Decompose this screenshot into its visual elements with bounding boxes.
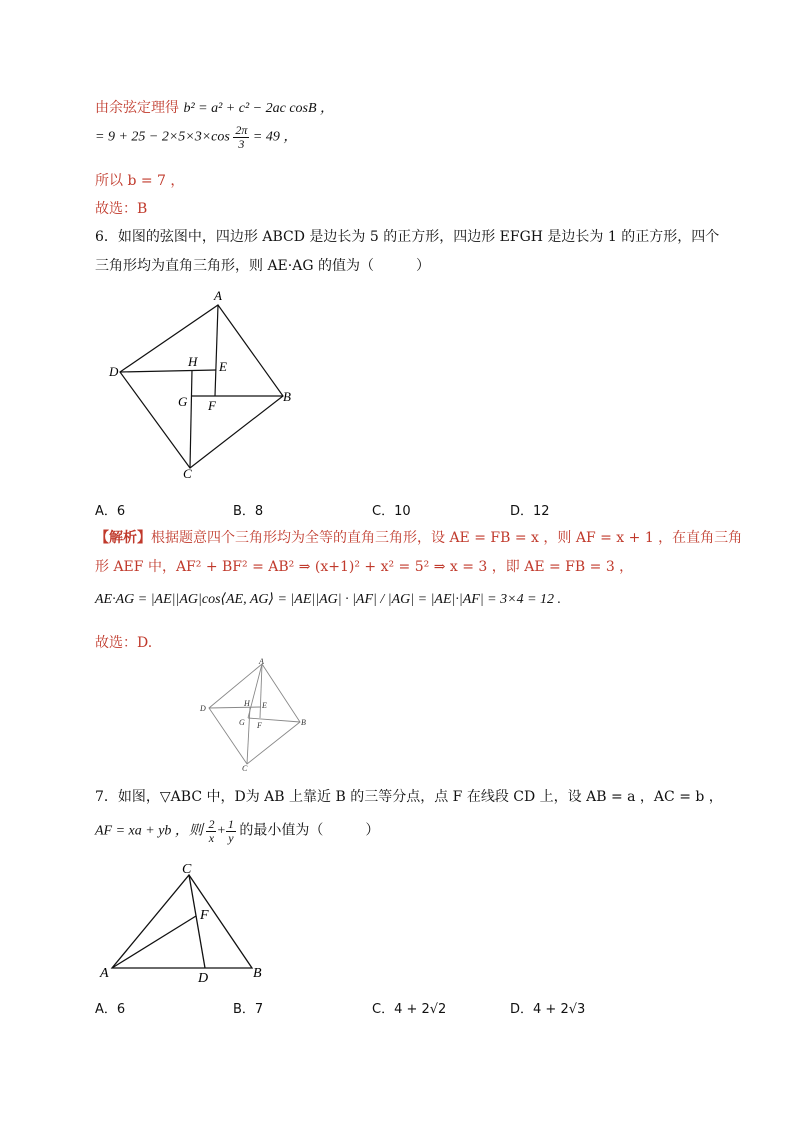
square-abcd-small xyxy=(209,664,300,764)
q7-formula: AF = xa + yb ，则 xyxy=(95,823,203,839)
label-B: B xyxy=(283,389,291,404)
label-D-small: D xyxy=(200,704,206,713)
solution-line-compute xyxy=(95,124,297,151)
answer-prev: 故选：B xyxy=(95,201,148,217)
label-G-small: G xyxy=(239,718,245,727)
q7-option-b: B．7 xyxy=(233,1002,264,1017)
label-A-small: A xyxy=(259,658,264,666)
q7-stem-suffix: 的最小值为（ ） xyxy=(239,823,380,839)
triangle-abc xyxy=(112,875,252,968)
segment-de xyxy=(120,370,216,372)
q7-option-a: A．6 xyxy=(95,1002,126,1017)
solution-line-result: 所以 b = 7 ， xyxy=(95,173,185,189)
q6-analysis-line1 xyxy=(95,527,742,547)
square-abcd xyxy=(120,305,283,468)
label-G: G xyxy=(178,394,188,409)
analysis-text: 根据题意四个三角形均为全等的直角三角形，设 AE = FB = x ，则 AF = x + 1 ，在直角三角 xyxy=(151,530,743,546)
label-C: C xyxy=(183,466,192,481)
label-H-small: H xyxy=(244,699,250,708)
label-F-small: F xyxy=(257,721,262,730)
label-F: F xyxy=(200,908,209,923)
label-A: A xyxy=(214,288,222,303)
analysis-tag: 【解析】 xyxy=(95,530,151,546)
label-F: F xyxy=(208,398,216,413)
solution-line-cosine-law xyxy=(95,97,334,117)
segment-bg-small xyxy=(248,718,300,722)
q6-answer: 故选：D. xyxy=(95,635,153,651)
solution-text: 由余弦定理得 xyxy=(95,100,179,116)
fraction-denominator: 3 xyxy=(238,137,245,151)
solution-formula: = 9 + 25 − 2×5×3×cos xyxy=(95,129,230,145)
fraction-2-over-x xyxy=(206,818,216,845)
segment-af xyxy=(112,916,196,968)
fraction-denominator: y xyxy=(228,831,234,845)
q6-option-c: C．10 xyxy=(372,504,411,519)
fraction-denominator: x xyxy=(208,831,215,845)
q6-analysis-line2: 形 AEF 中，AF² + BF² = AB² ⇒ (x+1)² + x² = 5² ⇒ x = 3 ，即 AE = FB = 3 ， xyxy=(95,559,634,575)
q6-stem-line2: 三角形均为直角三角形，则 AE·AG 的值为（ ） xyxy=(95,258,430,274)
label-E-small: E xyxy=(262,701,267,710)
q7-stem-line2: AF = xa + yb ，则 $\frac{2}{x}$ + $\frac{1}{y}$ 的最小值为（ ） xyxy=(95,817,380,845)
solution-formula: = 49 ， xyxy=(252,129,298,145)
segment-af xyxy=(215,305,218,396)
q6-solution-diagram xyxy=(196,658,314,772)
fraction-2pi-3 xyxy=(233,124,249,151)
q6-option-d: D．12 xyxy=(510,504,550,519)
fraction-1-over-y xyxy=(226,818,236,845)
label-A: A xyxy=(100,966,109,981)
q6-stem-line1: 6．如图的弦图中，四边形 ABCD 是边长为 5 的正方形，四边形 EFGH 是边长为 1 的正方形，四个 xyxy=(95,229,720,245)
label-D: D xyxy=(109,364,119,379)
fraction-numerator: 2π xyxy=(235,123,248,137)
label-B: B xyxy=(253,966,262,981)
q6-pinwheel-diagram xyxy=(100,282,310,482)
q6-option-a: A．6 xyxy=(95,504,126,519)
q7-option-c: C．4 + 2√2 xyxy=(372,1002,447,1017)
q6-option-b: B．8 xyxy=(233,504,264,519)
label-D: D xyxy=(198,971,209,985)
q7-option-d: D．4 + 2√3 xyxy=(510,1002,586,1017)
q7-stem-line1: 7．如图，▽ABC 中，D为 AB 上靠近 B 的三等分点，点 F 在线段 CD 上，设 AB = a ，AC = b ， xyxy=(95,789,723,805)
segment-de-small xyxy=(209,707,261,708)
label-E: E xyxy=(219,359,227,374)
solution-formula: b² = a² + c² − 2ac cosB ， xyxy=(183,101,335,116)
label-H: H xyxy=(188,354,198,369)
fraction-numerator: 1 xyxy=(227,817,234,831)
label-B-small: B xyxy=(301,718,306,727)
q7-triangle-diagram xyxy=(92,855,277,985)
label-C: C xyxy=(182,862,192,877)
label-C-small: C xyxy=(242,764,248,772)
q6-analysis-line3: AE·AG = |AE||AG|cos⟨AE, AG⟩ = |AE||AG| · |AF| / |AG| = |AE|·|AF| = 3×4 = 12 . xyxy=(95,592,562,607)
segment-ch xyxy=(190,370,192,468)
fraction-numerator: 2 xyxy=(208,817,215,831)
